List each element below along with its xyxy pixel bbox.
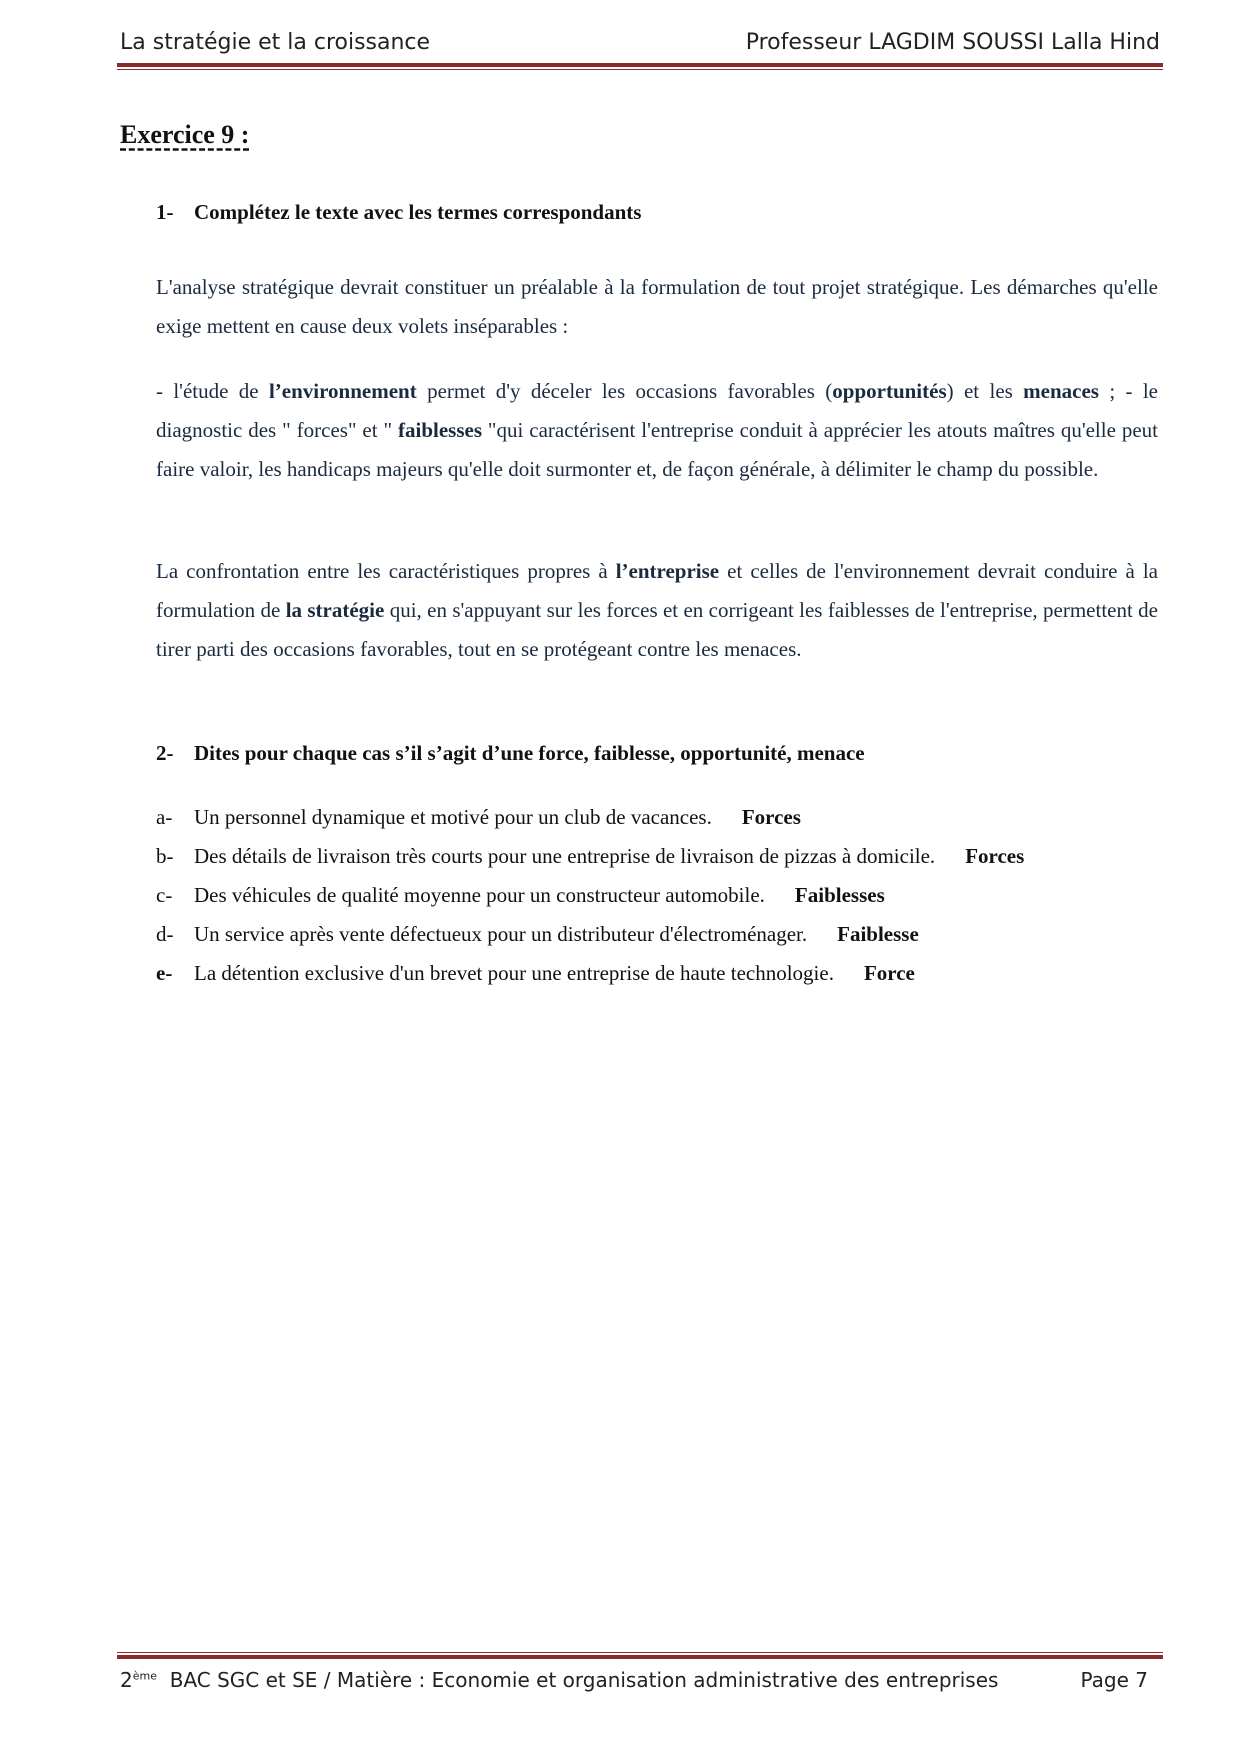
footer-course: BAC SGC et SE / Matière : Economie et organisation administrative des entreprises <box>169 1668 999 1692</box>
case-answer: Faiblesses <box>794 883 885 907</box>
answer-strategie: la stratégie <box>285 598 385 622</box>
part1-paragraph-2 <box>156 372 1158 489</box>
list-marker: c- <box>156 883 173 907</box>
part1-title: Complétez le texte avec les termes correspondants <box>194 200 642 224</box>
part1-heading <box>156 200 641 225</box>
answer-entreprise: l’entreprise <box>615 559 720 583</box>
part2-case-list <box>156 798 1156 993</box>
p2-text-5: "qui caractérisent l'entreprise conduit à apprécier les atouts maîtres qu'elle peut faire valoir, les handicaps majeurs qu'elle doit surmonter et, de façon générale, à délimiter le champ du possible. <box>156 418 1159 481</box>
answer-environnement: l’environnement <box>268 379 417 403</box>
footer-level-sup: ème <box>132 1669 157 1683</box>
footer-rule-thin <box>117 1652 1163 1653</box>
p2-text-1: - l'étude de <box>156 379 269 403</box>
case-text: La détention exclusive d'un brevet pour une entreprise de haute technologie. <box>194 961 834 985</box>
header-rule-thick <box>117 63 1163 67</box>
header-course-title: La stratégie et la croissance <box>120 30 431 55</box>
part2-title: Dites pour chaque cas s’il s’agit d’une force, faiblesse, opportunité, menace <box>194 741 865 765</box>
list-item <box>156 837 1156 876</box>
answer-opportunites: opportunités <box>832 379 947 403</box>
p3-text-3: qui, en s'appuyant sur les forces et en corrigeant les faiblesses de l'entreprise, permettent de tirer parti des occasions favorables, tout en se protégeant contre les menaces. <box>156 598 1158 661</box>
answer-faiblesses: faiblesses <box>398 418 483 442</box>
part1-number: 1- <box>156 200 174 224</box>
header-rule-thin <box>117 69 1163 70</box>
page-footer <box>120 1668 1160 1700</box>
part2-number: 2- <box>156 741 174 765</box>
header-author: Professeur LAGDIM SOUSSI Lalla Hind <box>745 30 1160 55</box>
p3-text-2: et celles de l'environnement devrait conduire à la formulation de <box>156 559 1158 622</box>
case-text: Un service après vente défectueux pour un distributeur d'électroménager. <box>194 922 808 946</box>
exercise-title: Exercice 9 : <box>120 120 250 149</box>
case-text: Des détails de livraison très courts pour une entreprise de livraison de pizzas à domicile. <box>194 844 936 868</box>
part2-heading <box>156 741 865 766</box>
list-marker: d- <box>156 922 174 946</box>
case-answer: Forces <box>965 844 1025 868</box>
footer-course-info <box>120 1668 998 1692</box>
answer-menaces: menaces <box>1023 379 1099 403</box>
list-item <box>156 876 1156 915</box>
list-item <box>156 954 1156 993</box>
p2-text-2: permet d'y déceler les occasions favorables ( <box>416 379 833 403</box>
footer-level: 2 <box>120 1668 133 1692</box>
list-marker: a- <box>156 805 173 829</box>
p3-text-1: La confrontation entre les caractéristiques propres à <box>156 559 616 583</box>
list-marker: e- <box>156 961 173 985</box>
part1-intro-paragraph: L'analyse stratégique devrait constituer un préalable à la formulation de tout projet stratégique. Les démarches qu'elle exige mettent en cause deux volets inséparables : <box>156 275 1158 338</box>
case-text: Des véhicules de qualité moyenne pour un constructeur automobile. <box>194 883 765 907</box>
list-item <box>156 915 1156 954</box>
footer-rule-thick <box>117 1655 1163 1659</box>
case-answer: Forces <box>741 805 801 829</box>
page-number: Page 7 <box>1080 1668 1148 1692</box>
list-item <box>156 798 1156 837</box>
case-text: Un personnel dynamique et motivé pour un club de vacances. <box>194 805 712 829</box>
case-answer: Force <box>863 961 915 985</box>
p2-text-3: ) et les <box>946 379 1024 403</box>
list-marker: b- <box>156 844 174 868</box>
part1-paragraph-3 <box>156 552 1158 669</box>
case-answer: Faiblesse <box>837 922 919 946</box>
p2-text-4: ; - le diagnostic des " forces" et " <box>156 379 1158 442</box>
page-header <box>120 30 1160 62</box>
